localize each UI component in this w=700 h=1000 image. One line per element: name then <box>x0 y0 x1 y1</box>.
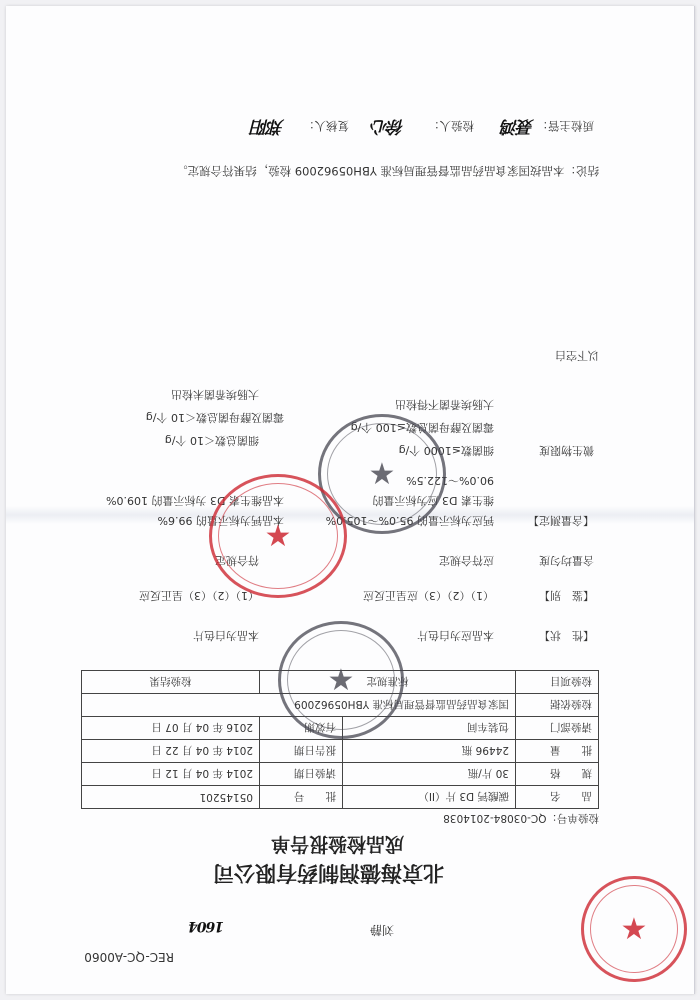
result-item: 【鉴 别】 <box>539 589 594 602</box>
result-standard: 大肠埃希菌不得检出 <box>395 398 494 411</box>
result-value: 细菌总数＜10 个/g <box>164 434 259 447</box>
star-icon: ★ <box>620 911 648 947</box>
company-name: 北京海德润制药有限公司 <box>213 861 444 886</box>
inspector-label: 检验人： <box>428 119 474 133</box>
result-standard: 细菌数≤1000 个/g <box>398 444 494 457</box>
blank-below-note: 以下空白 <box>555 349 599 362</box>
result-item: 含量均匀度 <box>539 554 594 567</box>
table-row: 检验项目 标准规定 检验结果 <box>82 671 599 694</box>
table-row: 品 名 碳酸钙 D3 片（II） 批 号 05145201 <box>82 786 599 809</box>
qc-inspection-stamp <box>278 621 404 739</box>
result-standard: 本品应为白色片 <box>417 629 494 642</box>
supervisor-label: 质检主管： <box>536 119 594 133</box>
result-standard: 钙应为标示量的 95.0%～105.0% <box>325 514 494 527</box>
result-standard: 霉菌及酵母菌总数≤100 个/g <box>350 421 494 434</box>
document-code: REC-QC-A0060 <box>84 950 174 964</box>
report-paper <box>6 6 695 994</box>
table-row: 批 量 24496 瓶 报告日期 2014 年 04 月 22 日 <box>82 740 599 763</box>
side-signature-mark: 刘静 <box>369 923 394 937</box>
reviewer-signature: 徐心 <box>372 116 404 136</box>
report-title: 成品检验报告单 <box>270 833 404 855</box>
result-standard: 维生素 D3 应为标示量的 <box>372 494 494 507</box>
table-row: 请验部门 包装车间 有效期 2016 年 04 月 07 日 <box>82 717 599 740</box>
result-value: 大肠埃希菌未检出 <box>171 388 259 401</box>
handwritten-number: 1604 <box>189 918 224 934</box>
result-standard: 90.0%～122.5% <box>406 474 494 487</box>
inspector-signature: 郑阳 <box>252 116 284 136</box>
result-value: 符合规定 <box>215 554 259 567</box>
result-value: （1）（2）（3）呈正反应 <box>139 589 259 602</box>
result-standard: （1）（2）（3）应呈正反应 <box>363 589 494 602</box>
result-value: 本品钙为标示量的 99.6% <box>157 514 284 527</box>
result-standard: 应符合规定 <box>439 554 494 567</box>
reviewer-label: 复核人： <box>303 119 349 133</box>
result-value: 本品维生素 D3 为标示量的 109.0% <box>106 494 284 507</box>
conclusion-text: 结论：本品按国家食品药品监督管理局标准 YBH05962009 检验，结果符合规定。 <box>176 164 599 178</box>
result-item: 微生物限度 <box>539 444 594 457</box>
result-value: 本品为白色片 <box>193 629 259 642</box>
table-row: 检验依据 国家食品药品监督管理局标准 YBH05962009 <box>82 694 599 717</box>
company-stamp <box>209 474 347 598</box>
qa-department-stamp <box>581 876 687 982</box>
supervisor-signature: 聂鸿 <box>502 116 534 136</box>
report-number: 检验单号：QC-03084-2014038 <box>443 812 599 824</box>
star-icon: ★ <box>368 456 396 492</box>
result-value: 霉菌及酵母菌总数＜10 个/g <box>145 411 284 424</box>
star-icon: ★ <box>264 518 292 554</box>
result-item: 【含量测定】 <box>528 514 594 527</box>
result-item: 【性 状】 <box>539 629 594 642</box>
star-icon: ★ <box>327 662 355 698</box>
table-row: 规 格 30 片/瓶 请验日期 2014 年 04 月 12 日 <box>82 763 599 786</box>
